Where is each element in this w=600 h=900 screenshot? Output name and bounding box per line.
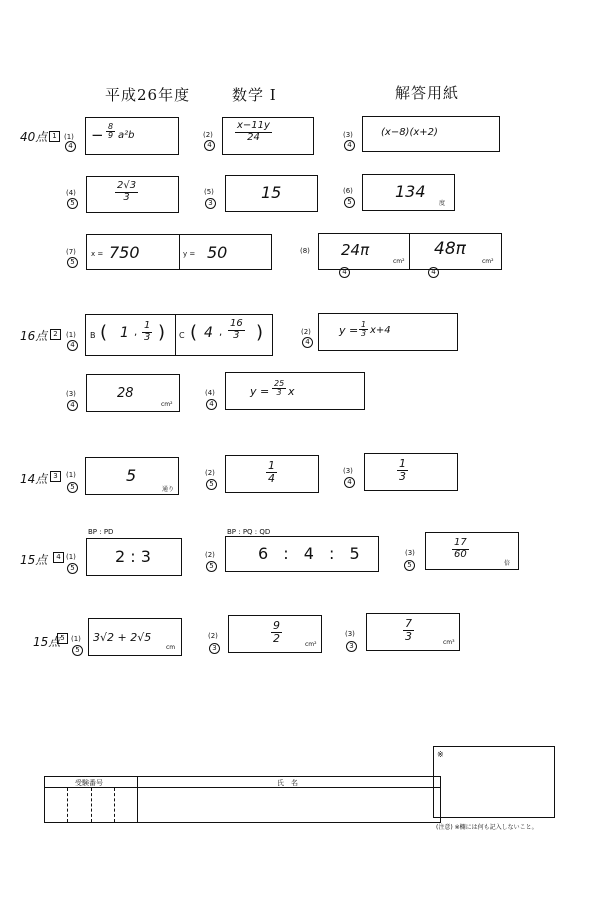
q1-1-answer-box [85,117,179,155]
name-label: 氏 名 [277,779,298,787]
q1-4-fraction [115,181,138,203]
q2-3-value: 28 [117,386,134,401]
q3-2-answer-box [225,455,319,493]
q3-3-mark: 4 [344,477,355,488]
numerator: 9 [273,619,280,632]
grader-box [433,746,555,818]
q1-1-fraction [106,123,115,141]
denominator: 60 [454,548,467,560]
q2-4-term: x [288,385,295,398]
q1-number: 1 [49,131,60,142]
q1-score: 40点 [20,130,48,144]
paren-open-c: ( [190,322,198,343]
q1-5-value: 15 [261,183,282,202]
q2-1-answer-box [85,314,273,356]
q4-1-answer-box [86,538,182,576]
q5-2-answer-box [228,615,322,653]
q2-4-label: (4) [205,389,215,397]
q4-1-value: 2 : 3 [115,547,151,566]
q4-2-mark: 5 [206,561,217,572]
q1-1-mark: 4 [65,141,76,152]
q2-2-fraction [359,321,368,339]
q3-2-fraction [266,460,277,484]
denominator: 3 [276,388,282,398]
q4-2-caption: BP : PQ : QD [227,528,271,536]
q4-1-label: (1) [66,553,76,561]
table-column-divider [137,777,138,822]
q5-number: 5 [57,633,68,644]
paren-open-b: ( [100,322,108,343]
q5-2-label: (2) [208,632,218,640]
numerator: 1 [361,320,367,329]
exam-subject: 数学 I [232,86,277,104]
q2-2-term: x+4 [370,325,391,336]
point-b-y [142,321,152,343]
q5-2-mark: 3 [209,643,220,654]
q1-2-mark: 4 [204,140,215,151]
q2-4-fraction [272,380,286,398]
paren-close-c: ) [256,322,264,343]
q1-6-answer-box [362,174,455,211]
q4-3-unit: 倍 [504,560,511,567]
q1-8-mark-1: 4 [339,267,350,278]
q1-2-label: (2) [203,131,213,139]
q1-1-label: (1) [64,133,74,141]
y-value: 50 [207,243,228,262]
q3-2-mark: 5 [206,479,217,490]
y-prefix: y = [183,250,196,258]
q1-3-mark: 4 [344,140,355,151]
q3-score: 14点 [20,472,48,486]
denominator: 3 [399,469,406,483]
point-b-x: 1 [120,325,129,341]
denominator: 3 [123,191,130,203]
denominator: 3 [233,329,240,341]
q4-1-caption: BP : PD [88,528,114,536]
q4-3-mark: 5 [404,560,415,571]
q3-1-label: (1) [66,471,76,479]
q1-6-label: (6) [343,187,353,195]
point-c-y [228,319,245,341]
q3-1-unit: 通り [162,486,175,493]
q2-3-mark: 4 [67,400,78,411]
minus-sign: − [91,126,104,144]
q1-4-mark: 5 [67,198,78,209]
q4-score: 15点 [20,553,48,567]
denominator: 2 [273,631,280,645]
q1-8-answer-box [318,233,502,270]
q2-4-mark: 4 [206,399,217,410]
q1-2-fraction [235,121,272,143]
grader-box-mark: ※ [437,750,444,759]
q3-1-answer-box [85,457,179,495]
denominator: 3 [405,629,412,643]
point-c-x: 4 [204,325,213,341]
denominator: 9 [108,131,114,141]
q1-8-label: (8) [300,247,310,255]
q1-1-term: a²b [118,130,135,141]
q1-3-label: (3) [343,131,353,139]
numerator: 1 [399,457,406,470]
exam-number-label: 受験番号 [75,779,103,787]
q1-8-value-2: 48π [434,239,466,259]
divider [409,234,410,269]
numerator: 17 [454,537,467,548]
q1-8-unit-2: cm² [482,258,494,265]
q2-2-prefix: y = [339,324,359,337]
q5-3-fraction [403,618,414,642]
denominator: 24 [247,131,260,143]
q2-2-label: (2) [301,328,311,336]
x-value: 750 [109,243,140,262]
divider [179,235,180,269]
numerator: 25 [274,379,285,388]
q3-3-fraction [397,458,408,482]
sheet-title: 解答用紙 [395,84,460,102]
digit-divider [91,788,92,822]
q1-7-label: (7) [66,248,76,256]
q4-1-mark: 5 [67,563,78,574]
q1-4-label: (4) [66,189,76,197]
q1-6-value: 134 [395,182,426,201]
comma: , [134,327,138,338]
q5-1-answer-box [88,618,182,656]
q3-3-answer-box [364,453,458,491]
q4-3-fraction [452,538,469,560]
q1-8-value-1: 24π [341,241,370,259]
q1-7-answer-box [86,234,272,270]
denominator: 4 [268,471,275,485]
q1-7-mark: 5 [67,257,78,268]
denominator: 3 [361,329,367,339]
digit-divider [67,788,68,822]
q1-4-answer-box [86,176,179,213]
q5-3-unit: cm³ [443,639,455,646]
numerator: x−11y [237,120,270,131]
table-header-rule [45,787,440,788]
q3-2-label: (2) [205,469,215,477]
q2-4-answer-box [225,372,365,410]
q5-3-label: (3) [345,630,355,638]
q5-3-answer-box [366,613,460,651]
q2-4-prefix: y = [250,385,270,398]
q4-number: 4 [53,552,64,563]
q1-8-unit-1: cm² [393,258,405,265]
denominator: 3 [144,331,151,343]
q2-3-unit: cm² [161,401,173,408]
q5-2-unit: cm² [305,641,317,648]
point-c-label: C [179,331,185,340]
grader-note: (注意) ※欄には何も記入しないこと。 [436,824,538,831]
q2-1-mark: 4 [67,340,78,351]
q5-1-value: 3√2 + 2√5 [93,631,152,644]
q1-6-mark: 5 [344,197,355,208]
q1-3-value: (x−8)(x+2) [381,127,438,138]
q5-score: 15点 [33,635,61,649]
q1-2-answer-box [222,117,314,155]
q4-3-answer-box [425,532,519,570]
q1-3-answer-box [362,116,500,152]
comma: , [219,327,223,338]
point-b-label: B [90,331,96,340]
q2-2-mark: 4 [302,337,313,348]
q5-1-unit: cm [166,644,176,651]
x-prefix: x = [91,250,104,258]
q4-2-answer-box [225,536,379,572]
q1-8-mark-2: 4 [428,267,439,278]
numerator: 2√3 [117,180,137,191]
divider [175,315,176,355]
q5-1-label: (1) [71,635,81,643]
q2-3-answer-box [86,374,180,412]
numerator: 16 [230,318,243,329]
q5-1-mark: 5 [72,645,83,656]
q2-3-label: (3) [66,390,76,398]
numerator: 1 [268,459,275,472]
numerator: 7 [405,617,412,630]
q2-score: 16点 [20,329,48,343]
q4-3-label: (3) [405,549,415,557]
digit-divider [114,788,115,822]
q5-2-fraction [271,620,282,644]
q2-2-answer-box [318,313,458,351]
q5-3-mark: 3 [346,641,357,652]
q3-1-mark: 5 [67,482,78,493]
q3-3-label: (3) [343,467,353,475]
numerator: 1 [144,320,151,331]
exam-info-table [44,776,441,823]
paren-close-b: ) [158,322,166,343]
q3-1-value: 5 [126,466,137,485]
q4-2-label: (2) [205,551,215,559]
q1-5-answer-box [225,175,318,212]
numerator: 8 [108,122,114,131]
q1-5-label: (5) [204,188,214,196]
q1-5-mark: 3 [205,198,216,209]
q3-number: 3 [50,471,61,482]
q2-number: 2 [50,329,61,340]
q4-2-value: 6 : 4 : 5 [258,544,360,563]
exam-year: 平成26年度 [105,86,191,104]
q2-1-label: (1) [66,331,76,339]
degree-unit: 度 [439,200,446,207]
